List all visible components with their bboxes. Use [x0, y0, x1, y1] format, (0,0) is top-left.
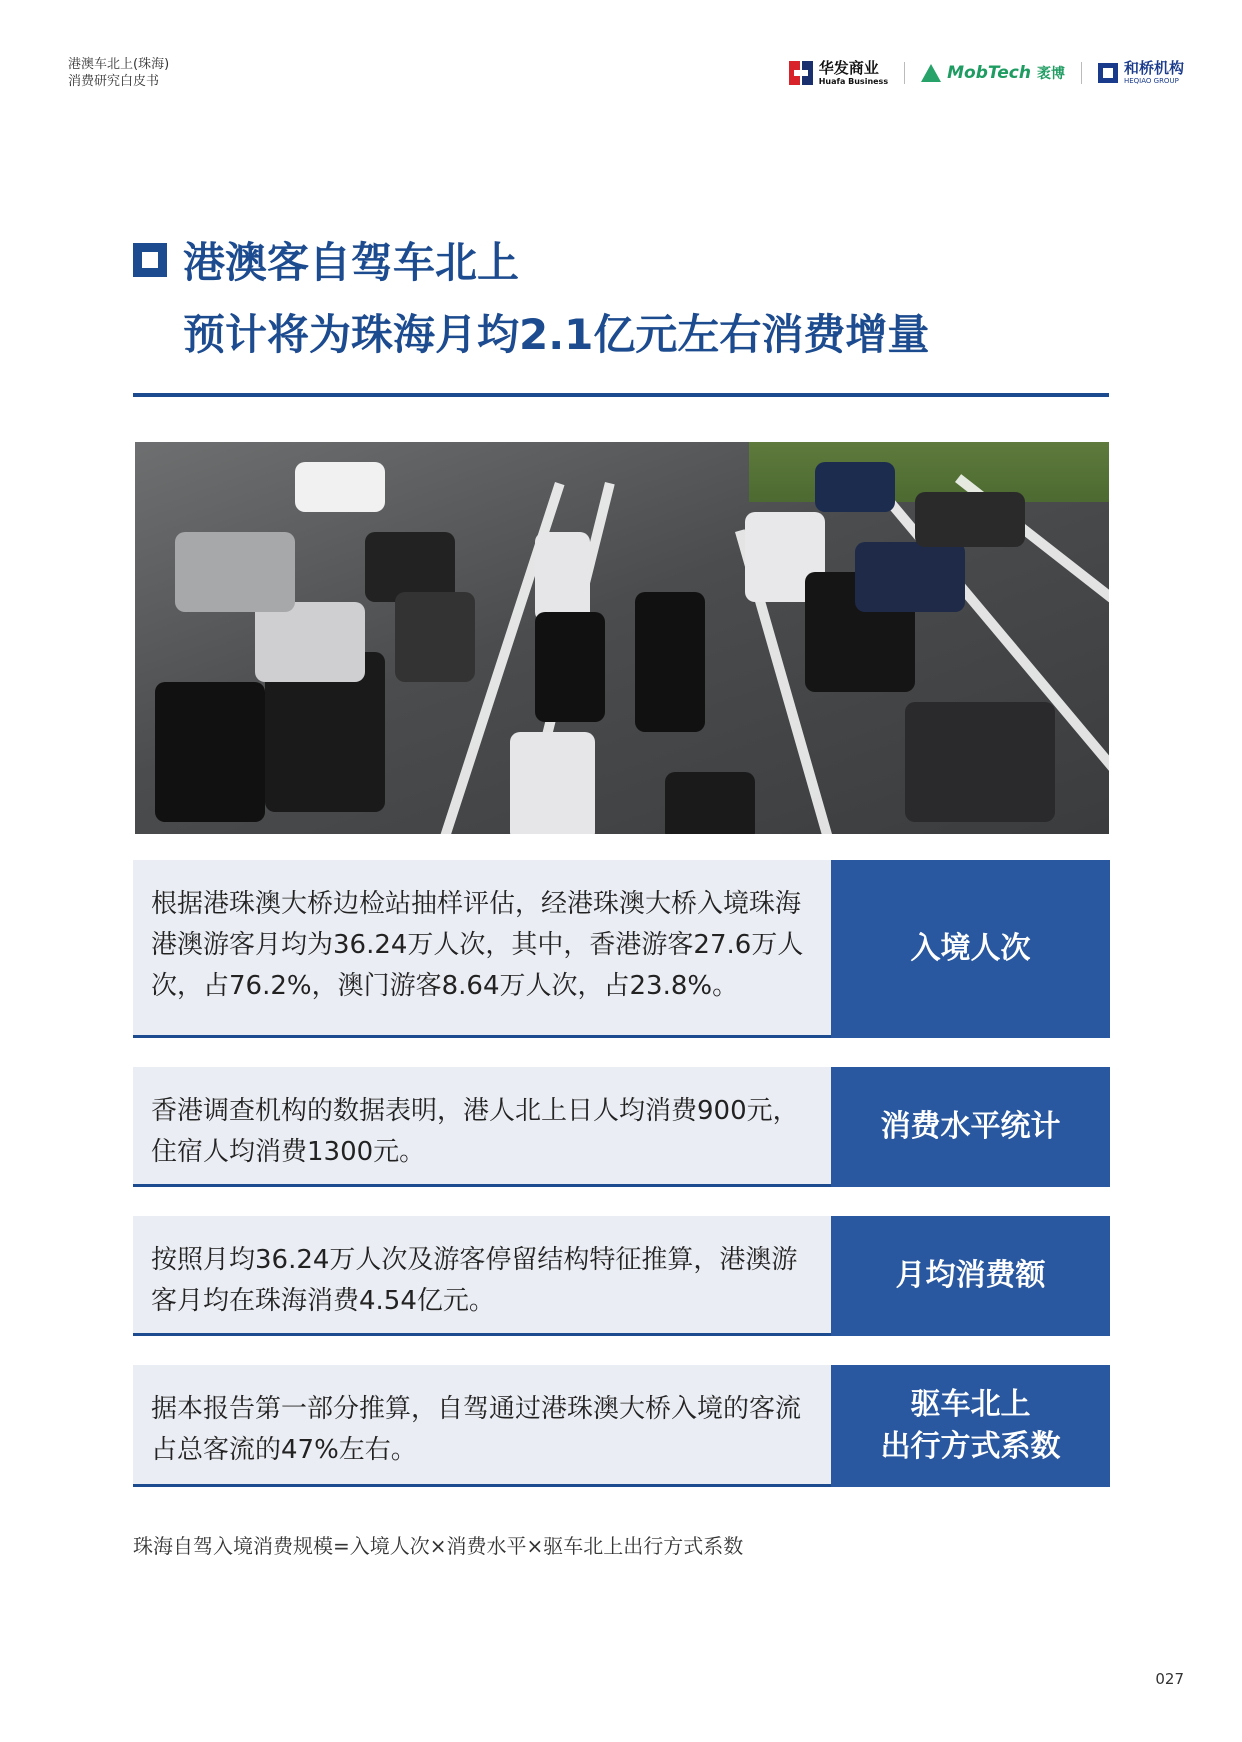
heqiao-logo [1098, 61, 1184, 85]
huafa-mark-icon [789, 61, 813, 85]
info-row-spending-level [133, 1067, 1110, 1187]
info-row-text-content: 香港调查机构的数据表明，港人北上日人均消费900元，住宿人均消费1300元。 [151, 1096, 799, 1167]
logo-divider [1081, 62, 1082, 84]
info-row-text [133, 1067, 831, 1187]
info-row-text [133, 1365, 831, 1487]
info-row-text [133, 1216, 831, 1336]
formula-text: 珠海自驾入境消费规模=入境人次×消费水平×驱车北上出行方式系数 [133, 1534, 744, 1558]
info-row-text [133, 860, 831, 1038]
border-traffic-photo [135, 442, 1109, 834]
page-title-line2: 预计将为珠海月均2.1亿元左右消费增量 [183, 310, 930, 359]
info-row-label-line1: 月均消费额 [895, 1258, 1046, 1293]
info-row-label-line1: 入境人次 [910, 931, 1031, 966]
mobtech-logo-en: MobTech [947, 63, 1031, 83]
info-row-label [831, 860, 1110, 1038]
huafa-logo-cn: 华发商业 [818, 58, 879, 77]
heqiao-mark-icon [1098, 63, 1118, 83]
partner-logos [789, 58, 1184, 88]
info-row-entries [133, 860, 1110, 1038]
info-row-text-content: 据本报告第一部分推算，自驾通过港珠澳大桥入境的客流占总客流的47%左右。 [151, 1394, 802, 1465]
title-divider [133, 393, 1109, 397]
info-row-label-line2: 出行方式系数 [880, 1429, 1061, 1464]
huafa-logo [789, 58, 889, 86]
mobtech-mark-icon [921, 64, 941, 82]
mobtech-logo-cn: 袤博 [1036, 66, 1065, 82]
info-row-label-line1: 驱车北上 [910, 1387, 1031, 1422]
document-header-title [68, 56, 169, 90]
heqiao-logo-en: HEQIAO GROUP [1123, 77, 1179, 85]
info-row-label [831, 1216, 1110, 1336]
huafa-logo-en: Huafa Business [818, 76, 889, 86]
info-row-text-content: 根据港珠澳大桥边检站抽样评估，经港珠澳大桥入境珠海港澳游客月均为36.24万人次，其中，香港游客27.6万人次，占76.2%，澳门游客8.64万人次，占23.8%。 [151, 889, 804, 1001]
mobtech-logo [921, 63, 1065, 83]
info-row-travel-mode-coefficient [133, 1365, 1110, 1487]
logo-divider [904, 62, 905, 84]
info-row-label [831, 1365, 1110, 1487]
page-title-line1: 港澳客自驾车北上 [183, 238, 520, 287]
page-number: 027 [1155, 1670, 1184, 1688]
info-row-monthly-spending [133, 1216, 1110, 1336]
info-row-label [831, 1067, 1110, 1187]
heqiao-logo-cn: 和桥机构 [1123, 59, 1184, 77]
document-title-line2: 消费研究白皮书 [68, 74, 160, 89]
document-title-line1: 港澳车北上(珠海) [68, 57, 170, 72]
info-row-label-line1: 消费水平统计 [880, 1109, 1061, 1144]
info-row-text-content: 按照月均36.24万人次及游客停留结构特征推算，港澳游客月均在珠海消费4.54亿元。 [151, 1245, 798, 1316]
square-bullet-icon [133, 243, 167, 277]
